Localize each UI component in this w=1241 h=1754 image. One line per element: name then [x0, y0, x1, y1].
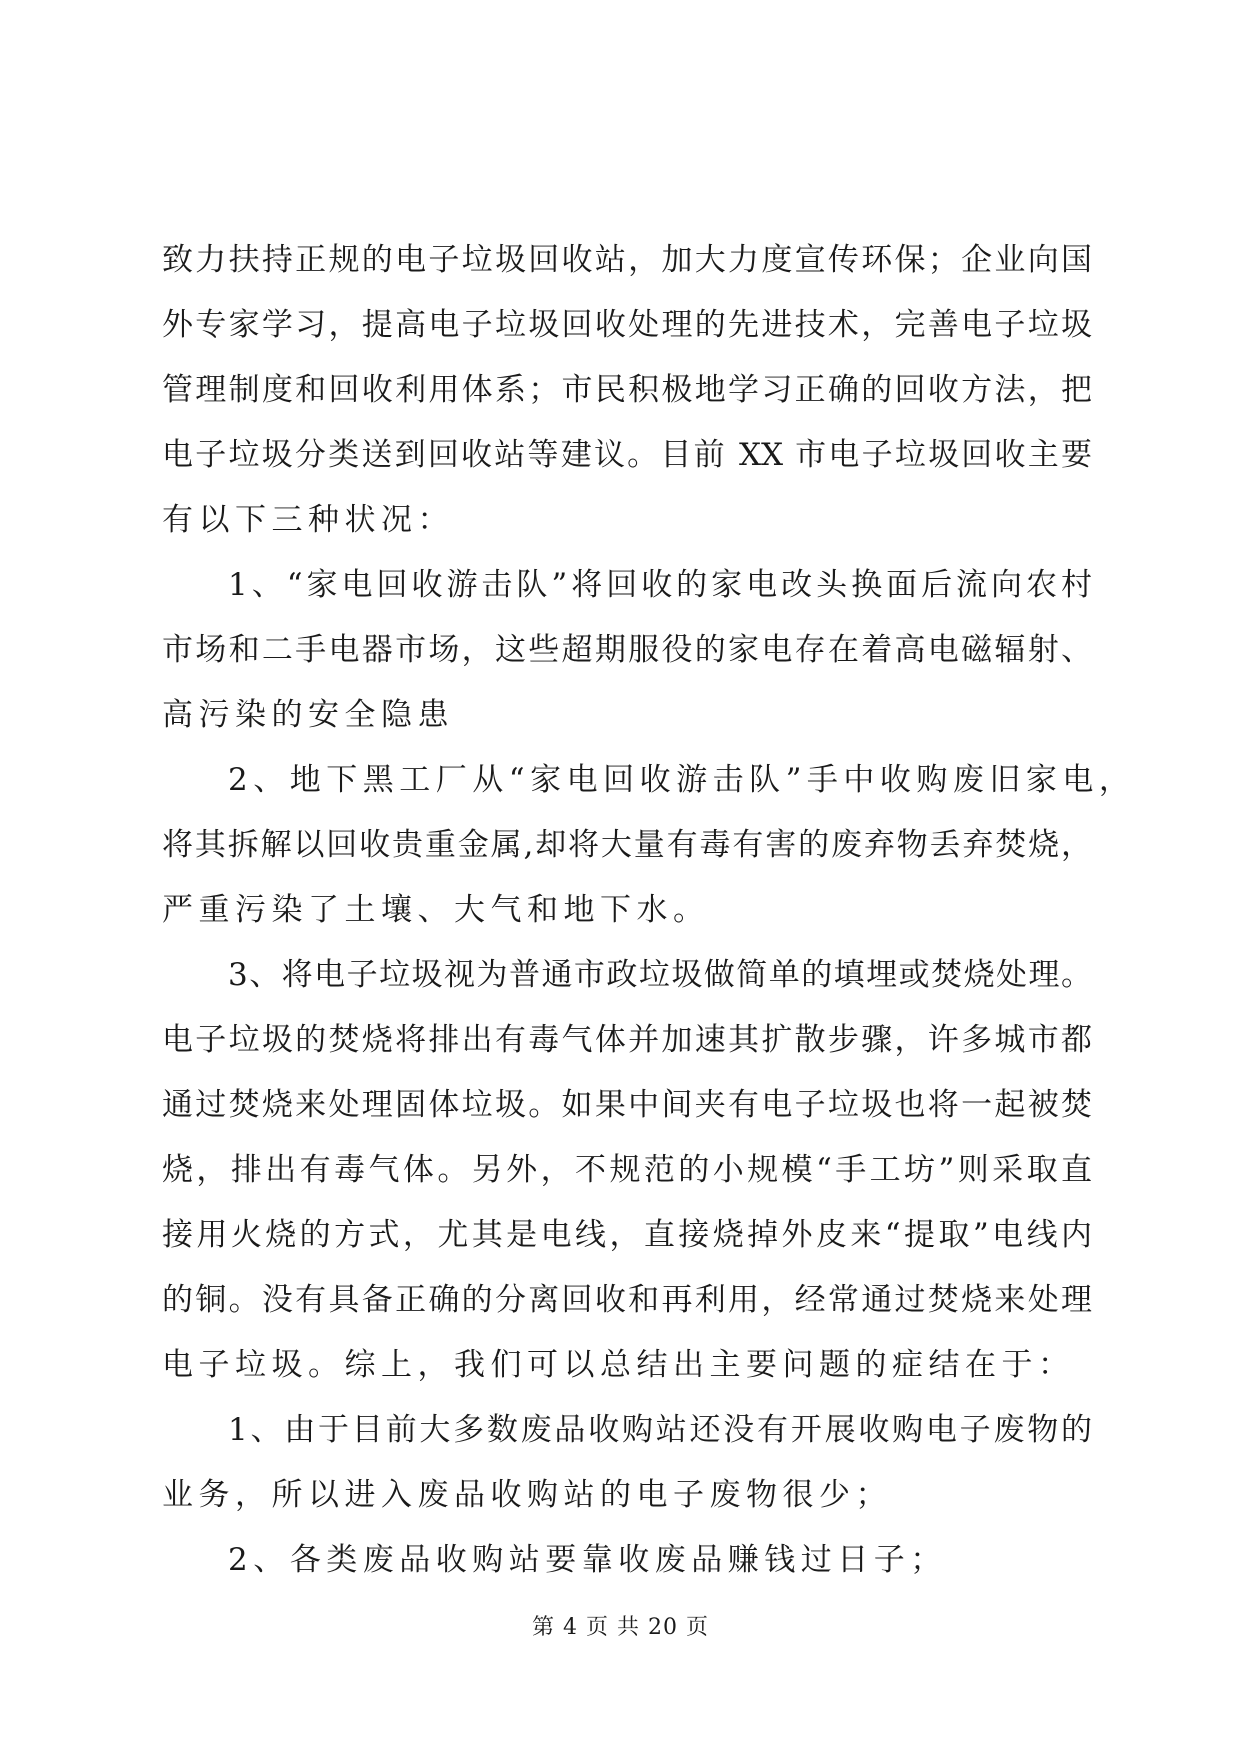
text-line: 将其拆解以回收贵重金属,却将大量有毒有害的废弃物丢弃焚烧，: [162, 827, 1092, 863]
text-line: 3、将电子垃圾视为普通市政垃圾做简单的填埋或焚烧处理。: [228, 957, 1092, 993]
text-line: 2、各类废品收购站要靠收废品赚钱过日子；: [228, 1542, 947, 1578]
text-line: 外专家学习，提高电子垃圾回收处理的先进技术，完善电子垃圾: [162, 307, 1092, 343]
text-line: 高污染的安全隐患: [162, 697, 454, 733]
text-line: 2、地下黑工厂从“家电回收游击队”手中收购废旧家电，: [228, 762, 1136, 798]
text-line: 电子垃圾分类送到回收站等建议。目前 XX 市电子垃圾回收主要: [162, 437, 1092, 473]
text-line: 电子垃圾。综上，我们可以总结出主要问题的症结在于：: [162, 1347, 1075, 1383]
page-number-footer: 第 4 页 共 20 页: [532, 1615, 709, 1640]
text-line: 致力扶持正规的电子垃圾回收站，加大力度宣传环保；企业向国: [162, 242, 1092, 278]
text-line: 业务，所以进入废品收购站的电子废物很少；: [162, 1477, 892, 1513]
text-line: 1、“家电回收游击队”将回收的家电改头换面后流向农村: [228, 567, 1092, 603]
text-line: 接用火烧的方式，尤其是电线，直接烧掉外皮来“提取”电线内: [162, 1217, 1092, 1253]
text-line: 严重污染了土壤、大气和地下水。: [162, 892, 710, 928]
text-line: 通过焚烧来处理固体垃圾。如果中间夹有电子垃圾也将一起被焚: [162, 1087, 1092, 1123]
text-line: 有以下三种状况：: [162, 502, 454, 538]
text-line: 烧，排出有毒气体。另外，不规范的小规模“手工坊”则采取直: [162, 1152, 1092, 1188]
text-line: 电子垃圾的焚烧将排出有毒气体并加速其扩散步骤，许多城市都: [162, 1022, 1092, 1058]
text-line: 管理制度和回收利用体系；市民积极地学习正确的回收方法，把: [162, 372, 1092, 408]
text-line: 的铜。没有具备正确的分离回收和再利用，经常通过焚烧来处理: [162, 1282, 1092, 1318]
text-line: 1、由于目前大多数废品收购站还没有开展收购电子废物的: [228, 1412, 1092, 1448]
text-line: 市场和二手电器市场，这些超期服役的家电存在着高电磁辐射、: [162, 632, 1092, 668]
document-body: [162, 228, 1136, 1593]
